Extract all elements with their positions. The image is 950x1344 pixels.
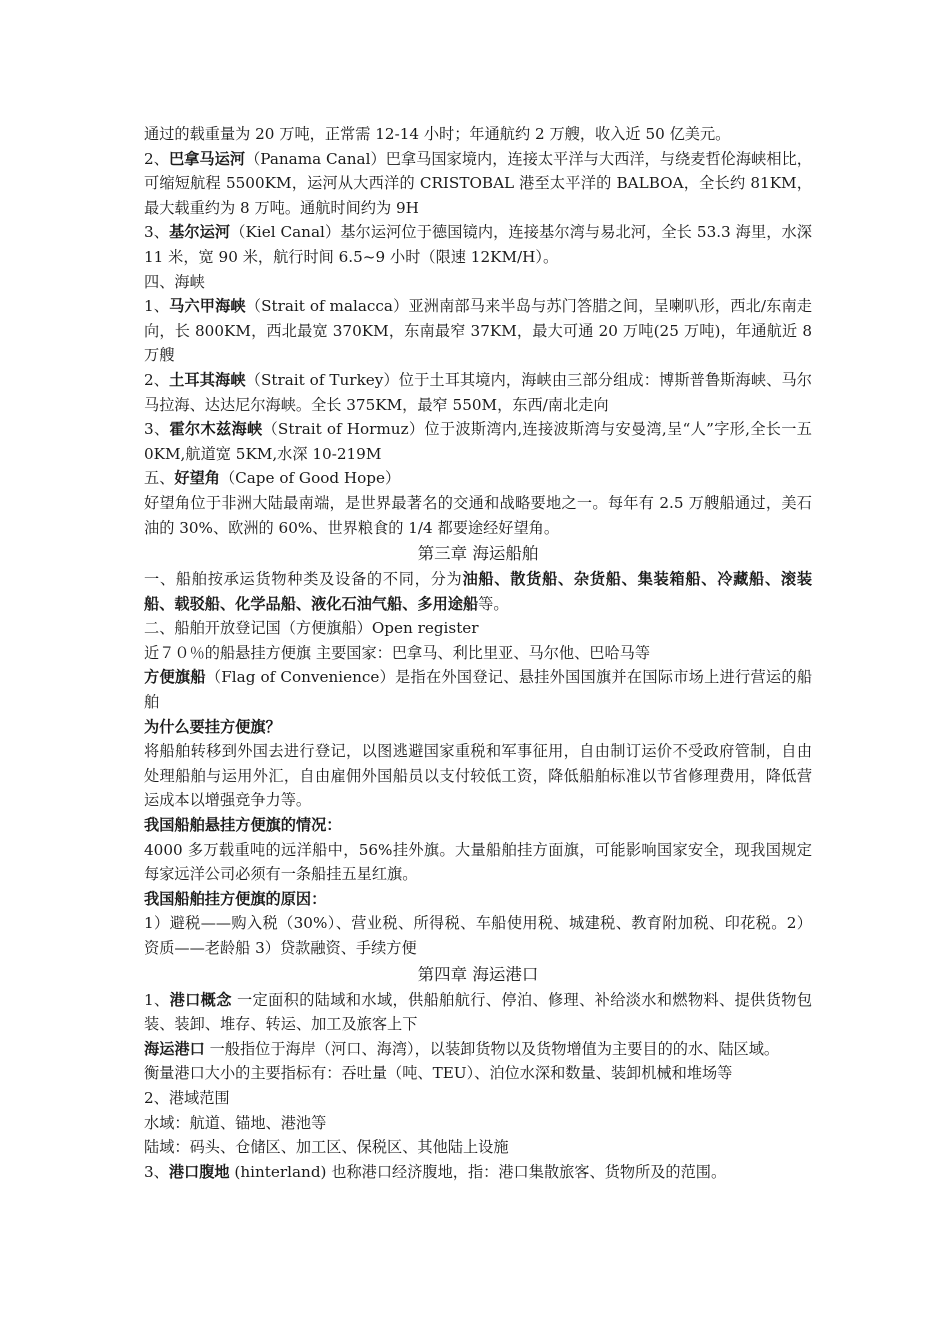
china-foc-reasons-heading-run: 我国船舶挂方便旗的原因：	[144, 889, 327, 908]
chapter-3-heading-run: 第三章 海运船舶	[417, 544, 539, 564]
strait-turkey	[144, 368, 812, 417]
chapter-4-heading	[144, 961, 812, 988]
port-size-indicators	[144, 1061, 812, 1086]
hinterland-run: (hinterland) 也称港口经济腹地，指：港口集散旅客、货物所及的范围。	[229, 1162, 727, 1181]
strait-hormuz-run: （Strait of Hormuz）位于波斯湾内,连接波斯湾与安曼湾,呈“人”字形,全长一五 0KM,航道宽 5KM,水深 10-219M	[144, 420, 812, 463]
canal-kiel-run: 3、	[144, 223, 170, 242]
hinterland	[144, 1160, 812, 1185]
ship-types-run: 油船、散货船、杂货船、集装箱船、冷藏船、滚装船、载驳船、化学品船、液化石油气船、多用途船	[144, 570, 813, 613]
canal-panama-run: （Panama Canal）巴拿马国家境内，连接太平洋与大西洋，与绕麦哲伦海峡相比，可缩短航程 5500KM，运河从大西洋的 CRISTOBAL 港至太平洋的 BALBOA，全长约 81KM，最大载重约为 8 万吨。通航时间约为 9H	[144, 149, 812, 217]
strait-malacca-run: 马六甲海峡	[169, 297, 246, 316]
strait-hormuz-run: 霍尔木兹海峡	[169, 420, 263, 439]
why-foc-body-run: 将船舶转移到外国去进行登记，以图逃避国家重税和军事征用，自由制订运价不受政府管制，自由处理船舶与运用外汇，自由雇佣外国船员以支付较低工资，降低船舶标准以节省修理费用，降低营运成本以增强竞争力等。	[144, 742, 812, 810]
canal-kiel-run: （Kiel Canal）基尔运河位于德国镜内，连接基尔湾与易北河，全长 53.3 海里，水深 11 米，宽 90 米，航行时间 6.5~9 小时（限速 12KM/H）。	[144, 223, 812, 266]
port-concept-run: 港口概念	[169, 990, 232, 1009]
water-area-run: 水域：航道、锚地、港池等	[144, 1113, 327, 1132]
open-register-run: 二、船舶开放登记国（方便旗船）Open register	[144, 619, 479, 638]
canal-panama-run: 2、	[144, 149, 169, 168]
strait-malacca	[144, 294, 812, 368]
land-area	[144, 1135, 812, 1160]
section-straits	[144, 270, 812, 295]
water-area	[144, 1111, 812, 1136]
canal-kiel-run: 基尔运河	[169, 223, 231, 242]
chapter-3-heading	[144, 540, 812, 567]
canal-panama-run: 巴拿马运河	[168, 149, 246, 168]
china-foc-heading	[144, 813, 812, 838]
flag-of-convenience-run: （Flag of Convenience）是指在外国登记、悬挂外国国旗并在国际市场上进行营运的船舶	[144, 668, 813, 712]
section-cape-run: 五、	[144, 469, 175, 488]
document-page	[144, 122, 812, 1184]
strait-hormuz-run: 3、	[144, 420, 170, 439]
strait-malacca-run: （Strait of malacca）亚洲南部马来半岛与苏门答腊之间，呈喇叭形，西北/东南走向，长 800KM，西北最宽 370KM，东南最窄 37KM，最大可通 20 万吨(25 万吨)，年通航近 8 万艘	[144, 297, 812, 365]
china-foc-heading-run: 我国船舶悬挂方便旗的情况：	[144, 816, 342, 835]
section-straits-run: 四、海峡	[144, 272, 205, 291]
ship-types-run: 一、船舶按承运货物种类及设备的不同，分为	[144, 570, 463, 589]
port-area-run: 2、港域范围	[144, 1088, 230, 1107]
port-concept-run: 一定面积的陆域和水域，供船舶航行、停泊、修理、补给淡水和燃物料、提供货物包装、装卸、堆存、转运、加工及旅客上下	[144, 990, 813, 1034]
port-size-indicators-run: 衡量港口大小的主要指标有：吞吐量（吨、TEU）、泊位水深和数量、装卸机械和堆场等	[144, 1064, 733, 1083]
open-register-countries-run: 近７０％的船悬挂方便旗 主要国家：巴拿马、利比里亚、马尔他、巴哈马等	[144, 643, 651, 662]
strait-turkey-run: 2、	[144, 370, 170, 389]
land-area-run: 陆域：码头、仓储区、加工区、保税区、其他陆上设施	[144, 1138, 509, 1157]
sea-port-run: 一般指位于海岸（河口、海湾），以装卸货物以及货物增值为主要目的的水、陆区域。	[204, 1039, 780, 1058]
section-cape-run: （Cape of Good Hope）	[219, 469, 401, 488]
flag-of-convenience-run: 方便旗船	[144, 668, 206, 687]
hinterland-run: 3、	[144, 1162, 169, 1181]
canal-kiel	[144, 220, 812, 269]
strait-turkey-run: 土耳其海峡	[169, 370, 246, 389]
strait-malacca-run: 1、	[144, 297, 170, 316]
china-foc-body-run: 4000 多万载重吨的远洋船中，56%挂外旗。大量船舶挂方面旗，可能影响国家安全，现我国规定每家远洋公司必须有一条船挂五星红旗。	[144, 840, 812, 884]
canal-suez-tail-run: 通过的载重量为 20 万吨，正常需 12-14 小时；年通航约 2 万艘，收入近 50 亿美元。	[144, 125, 731, 143]
sea-port-run: 海运港口	[144, 1039, 205, 1058]
china-foc-reasons-heading	[144, 887, 812, 912]
port-concept-run: 1、	[144, 990, 170, 1009]
sea-port	[144, 1037, 812, 1062]
open-register-countries	[144, 641, 812, 666]
ship-types-run: 等。	[478, 594, 509, 613]
china-foc-reasons-body	[144, 911, 812, 960]
section-cape-run: 好望角	[174, 469, 220, 488]
china-foc-reasons-body-run: 1）避税——购入税（30%）、营业税、所得税、车船使用税、城建税、教育附加税、印花税。2）资质——老龄船 3）贷款融资、手续方便	[144, 914, 812, 957]
cape-description-run: 好望角位于非洲大陆最南端，是世界最著名的交通和战略要地之一。每年有 2.5 万艘船通过，美石油的 30%、欧洲的 60%、世界粮食的 1/4 都要途经好望角。	[144, 493, 812, 537]
china-foc-body	[144, 838, 812, 887]
canal-suez-tail	[144, 122, 812, 147]
chapter-4-heading-run: 第四章 海运港口	[417, 964, 539, 984]
hinterland-run: 港口腹地	[168, 1162, 230, 1181]
why-foc-heading-run: 为什么要挂方便旗？	[144, 717, 281, 736]
cape-description	[144, 491, 812, 540]
open-register	[144, 616, 812, 641]
ship-types	[144, 567, 812, 616]
strait-hormuz	[144, 417, 812, 466]
why-foc-body	[144, 739, 812, 813]
canal-panama	[144, 147, 812, 221]
flag-of-convenience	[144, 665, 812, 714]
strait-turkey-run: （Strait of Turkey）位于土耳其境内，海峡由三部分组成：博斯普鲁斯海峡、马尔马拉海、达达尼尔海峡。全长 375KM，最窄 550M，东西/南北走向	[144, 370, 812, 414]
port-area	[144, 1086, 812, 1111]
section-cape	[144, 466, 812, 491]
why-foc-heading	[144, 715, 812, 740]
port-concept	[144, 988, 812, 1037]
